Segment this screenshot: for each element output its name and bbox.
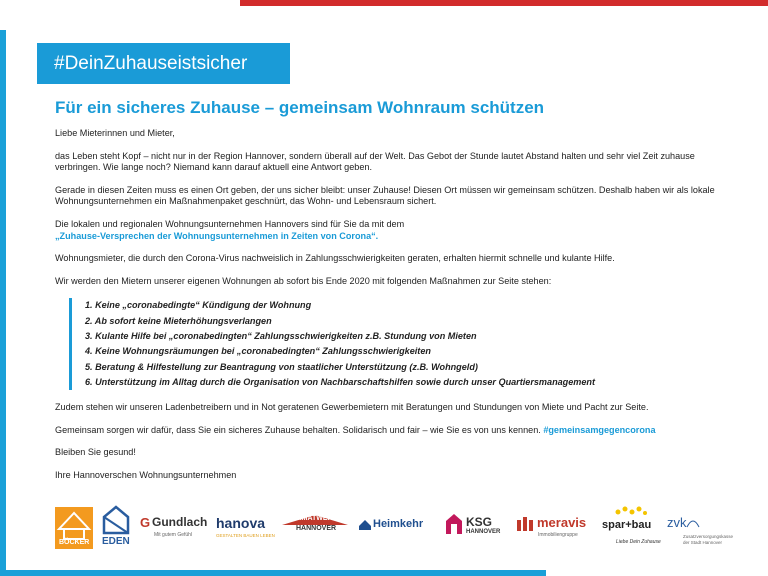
zvk-arc-icon — [685, 515, 701, 529]
meravis-logo — [516, 513, 596, 543]
zvk-label: zvk — [667, 515, 687, 530]
ksg-house-icon — [445, 513, 463, 535]
sparbau-label: spar+bau — [602, 519, 652, 531]
hashtag-banner: #DeinZuhauseistsicher — [37, 43, 290, 84]
bottom-blue-bar — [0, 570, 546, 576]
measure-item: 1. Keine „coronabedingte“ Kündigung der Wohnung — [85, 300, 312, 311]
gundlach-mark-icon: G — [140, 515, 151, 530]
gundlach-logo — [140, 515, 215, 545]
hanova-logo — [216, 515, 281, 545]
sparbau-logo — [602, 505, 667, 551]
eden-logo — [102, 505, 132, 551]
top-red-bar — [240, 0, 768, 6]
paragraph-7 — [55, 425, 725, 437]
measure-item: 4. Keine Wohnungsräumungen bei „coronabedingten“ Zahlungsschwierigkeiten — [85, 346, 431, 357]
gundlach-label: Gundlach — [152, 515, 208, 529]
salutation: Liebe Mieterinnen und Mieter, — [55, 128, 175, 138]
sparbau-sub: Liebe Dein Zuhause — [616, 539, 661, 545]
measure-item: 2. Ab sofort keine Mieterhöhungsverlangen — [85, 315, 272, 326]
heimkehr-label: Heimkehr — [373, 518, 424, 530]
heimkehr-logo — [358, 517, 438, 541]
meravis-label: meravis — [537, 515, 587, 530]
zvk-sub-1: Zusatzversorgungskasse — [683, 534, 734, 539]
signature: Ihre Hannoverschen Wohnungsunternehmen — [55, 469, 237, 480]
ksg-logo — [445, 511, 510, 545]
heimatwerk-sub: HANNOVER — [296, 525, 337, 532]
meravis-mark-icon — [516, 516, 534, 532]
paragraph-6: Zudem stehen wir unseren Ladenbetreibern und in Not geratenen Gewerbemietern mit Beratungen und Stundungen von Miete und Pacht zur Seite. — [55, 402, 649, 413]
left-blue-bar — [0, 30, 6, 576]
paragraph-1: das Leben steht Kopf – nicht nur in der Region Hannover, sondern überall auf der Welt. Das Gebot der Stunde lautet Abstand halten und sehr viel Zeit zuhause verbringen. Wie lange noch? Niemand kann darauf aktuell eine Antwort geben. — [55, 150, 695, 173]
gundlach-tagline: Mit gutem Gefühl — [154, 532, 193, 538]
measures-list — [69, 298, 725, 390]
paragraph-2: Gerade in diesen Zeiten muss es einen Ort geben, der uns sicher bleibt: unser Zuhause! Diesen Ort müssen wir gemeinsam schützen. Deshalb haben wir als lokale Wohnungsunternehmen ein Maßnahmenpaket geschnürt, das Wohn- und Lebensraum sichert. — [55, 184, 715, 207]
paragraph-5: Wir werden den Mietern unserer eigenen Wohnungen ab sofort bis Ende 2020 mit folgenden Maßnahmen zur Seite stehen: — [55, 275, 552, 286]
ksg-label: KSG — [466, 515, 493, 529]
paragraph-7-text: Gemeinsam sorgen wir dafür, dass Sie ein sicheres Zuhause behalten. Solidarisch und fair – wie Sie es von uns kennen. — [55, 424, 541, 435]
measure-item: 3. Kulante Hilfe bei „coronabedingten“ Zahlungsschwierigkeiten z.B. Stundung von Mieten — [85, 330, 477, 341]
measure-item: 6. Unterstützung im Alltag durch die Organisation von Nachbarschaftshilfen sowie durch unser Quartiersmanagement — [85, 376, 596, 387]
partner-logos — [50, 505, 750, 565]
boecker-label: BÖCKER — [59, 539, 90, 546]
heimatwerk-logo — [280, 513, 355, 549]
boecker-logo — [55, 507, 93, 549]
heimkehr-house-icon — [358, 519, 372, 531]
letter-body — [55, 128, 725, 493]
sparbau-dots-icon — [614, 505, 648, 519]
hashtag-link[interactable]: #gemeinsamgegencorona — [543, 424, 656, 435]
promise-link[interactable]: „Zuhause-Versprechen der Wohnungsunternehmen in Zeiten von Corona“. — [55, 230, 379, 241]
hanova-label: hanova — [216, 515, 266, 531]
zvk-logo — [667, 515, 747, 551]
heimatwerk-label: HEIMATWERK — [290, 515, 338, 522]
paragraph-3-intro: Die lokalen und regionalen Wohnungsunternehmen Hannovers sind für Sie da mit dem — [55, 218, 405, 229]
paragraph-3 — [55, 219, 725, 242]
paragraph-4: Wohnungsmieter, die durch den Corona-Virus nachweislich in Zahlungsschwierigkeiten geraten, erhalten hiermit schnelle und kulante Hilfe. — [55, 253, 615, 264]
measure-item: 5. Beratung & Hilfestellung zur Beantragung von staatlicher Unterstützung (z.B. Wohngeld) — [85, 361, 478, 372]
meravis-sub: Immobiliengruppe — [538, 532, 578, 538]
eden-label: EDEN — [102, 536, 130, 547]
ksg-sub: HANNOVER — [466, 529, 501, 535]
paragraph-8: Bleiben Sie gesund! — [55, 447, 136, 458]
eden-house-icon — [102, 505, 130, 535]
hanova-tagline: GESTALTEN BAUEN LEBEN — [216, 533, 275, 538]
zvk-sub-2: der Stadt Hannover — [683, 540, 723, 545]
headline: Für ein sicheres Zuhause – gemeinsam Wohnraum schützen — [55, 98, 545, 117]
